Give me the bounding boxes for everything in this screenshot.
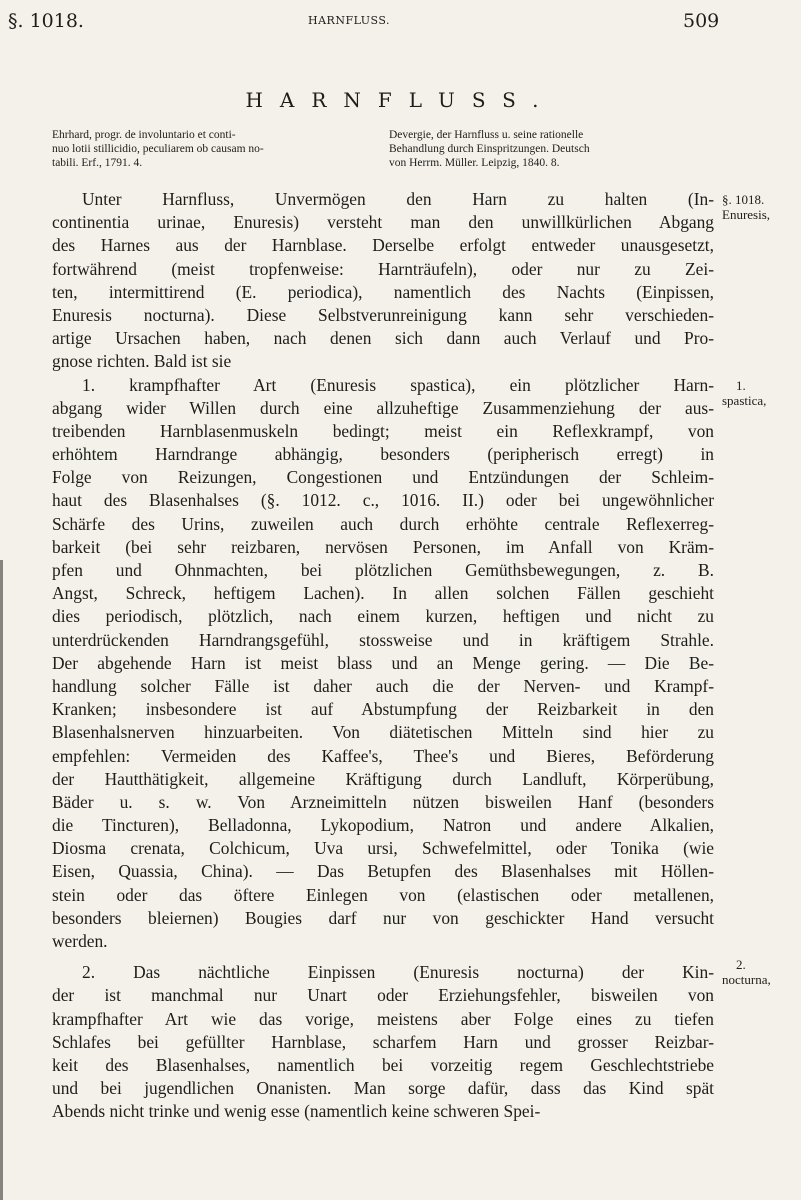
- body-line: des Harnes aus der Harnblase. Derselbe erfolgt entweder unausgesetzt,: [52, 235, 714, 256]
- body-line: pfen und Ohnmachten, bei plötzlichen Gemüthsbewegungen, z. B.: [52, 560, 714, 580]
- body-line: Schlafes bei gefüllter Harnblase, scharfem Harn und grosser Reizbar-: [52, 1031, 714, 1052]
- running-header: [8, 10, 801, 46]
- literature-line: Behandlung durch Einspritzungen. Deutsch: [389, 143, 590, 155]
- body-line: stein oder das öftere Einlegen von (elastischen oder metallenen,: [52, 884, 714, 905]
- literature-line: von Herrm. Müller. Leipzig, 1840. 8.: [389, 157, 560, 169]
- body-line: 1. krampfhafter Art (Enuresis spastica), ein plötzlicher Harn-: [82, 374, 714, 395]
- literature-line: Devergie, der Harnfluss u. seine rationelle: [389, 129, 584, 141]
- body-line: unterdrückenden Harndrangsgefühl, stossweise und in kräftigem Strahle.: [52, 629, 714, 650]
- body-line: artige Ursachen haben, nach denen sich dann auch Verlauf und Pro-: [52, 328, 714, 349]
- body-line: Kranken; insbesondere ist auf Abstumpfung der Reizbarkeit in den: [52, 699, 714, 720]
- body-line: Folge von Reizungen, Congestionen und Entzündungen der Schleim-: [52, 467, 714, 488]
- body-line: Abends nicht trinke und wenig esse (namentlich keine schweren Spei-: [52, 1101, 541, 1122]
- body-line: ten, intermittirend (E. periodica), namentlich des Nachts (Einpissen,: [52, 281, 714, 302]
- body-line: Blasenhalsnerven hinzuarbeiten. Von diätetischen Mitteln sind hier zu: [52, 722, 714, 743]
- body-line: Unter Harnfluss, Unvermögen den Harn zu halten (In-: [82, 189, 714, 209]
- body-line: der ist manchmal nur Unart oder Erziehungsfehler, bisweilen von: [52, 985, 714, 1006]
- body-line: werden.: [52, 931, 108, 951]
- header-section-number: §. 1018.: [8, 10, 84, 32]
- body-line: besonders bleiernen) Bougies darf nur von geschickter Hand versucht: [52, 907, 714, 928]
- body-line: haut des Blasenhalses (§. 1012. c., 1016. II.) oder bei ungewöhnlicher: [52, 490, 714, 511]
- body-line: der Hautthätigkeit, allgemeine Kräftigung durch Landluft, Körperübung,: [52, 768, 714, 789]
- body-line: Enuresis nocturna). Diese Selbstverunreinigung kann sehr verschieden-: [52, 304, 714, 325]
- body-line: fortwährend (meist tropfenweise: Harnträufeln), oder nur zu Zei-: [52, 258, 714, 279]
- margin-line: 2.: [736, 957, 746, 972]
- margin-line: §. 1018.: [722, 192, 765, 207]
- margin-line: Enuresis,: [722, 207, 771, 222]
- literature-reference-right: [389, 128, 719, 170]
- margin-note-enuresis: [722, 192, 770, 222]
- chapter-title: HARNFLUSS.: [245, 88, 556, 112]
- margin-note-spastica: [722, 378, 766, 408]
- literature-line: nuo lotii stillicidio, peculiarem ob causam no-: [52, 143, 264, 155]
- body-line: Schärfe des Urins, zuweilen auch durch erhöhte centrale Reflexerreg-: [52, 513, 714, 534]
- margin-line: spastica,: [722, 393, 767, 408]
- body-line: keit des Blasenhalses, namentlich bei vorzeitig regem Geschlechtstriebe: [52, 1054, 714, 1075]
- body-line: Angst, Schreck, heftigem Lachen). In allen solchen Fällen geschieht: [52, 583, 714, 604]
- body-line: Eisen, Quassia, China). — Das Betupfen des Blasenhalses mit Höllen-: [52, 861, 714, 882]
- body-line: continentia urinae, Enuresis) versteht man den unwillkürlichen Abgang: [52, 212, 714, 233]
- body-line: gnose richten. Bald ist sie: [52, 351, 232, 372]
- literature-line: Ehrhard, progr. de involuntario et conti-: [52, 129, 236, 141]
- body-line: 2. Das nächtliche Einpissen (Enuresis nocturna) der Kin-: [82, 962, 714, 983]
- body-line: treibenden Harnblasenmuskeln bedingt; meist ein Reflexkrampf, von: [52, 420, 714, 441]
- margin-line: 1.: [736, 378, 746, 393]
- literature-reference-left: [52, 128, 342, 170]
- literature-line: tabili. Erf., 1791. 4.: [52, 157, 143, 169]
- body-line: barkeit (bei sehr reizbaren, nervösen Personen, im Anfall von Kräm-: [52, 536, 714, 557]
- body-line: Diosma crenata, Colchicum, Uva ursi, Schwefelmittel, oder Tonika (wie: [52, 838, 714, 859]
- body-line: erhöhtem Harndrange abhängig, besonders (peripherisch erregt) in: [52, 444, 714, 465]
- body-line: dies periodisch, plötzlich, nach einem kurzen, heftigen und nicht zu: [52, 606, 714, 627]
- header-running-title: HARNFLUSS.: [308, 14, 391, 27]
- header-page-number: 509: [683, 10, 720, 32]
- page-edge-shadow: [0, 560, 3, 1200]
- body-line: abgang wider Willen durch eine allzuheftige Zusammenziehung der aus-: [52, 397, 714, 418]
- body-text: [52, 188, 714, 1124]
- margin-line: nocturna,: [722, 972, 771, 987]
- body-line: handlung solcher Fälle ist daher auch die der Nerven- und Krampf-: [52, 675, 714, 696]
- body-line: und bei jugendlichen Onanisten. Man sorge dafür, dass das Kind spät: [52, 1078, 714, 1099]
- body-line: die Tincturen), Belladonna, Lykopodium, Natron und andere Alkalien,: [52, 815, 714, 836]
- body-line: Bäder u. s. w. Von Arzneimitteln nützen bisweilen Hanf (besonders: [52, 791, 714, 812]
- margin-note-nocturna: [722, 957, 771, 987]
- paragraph-gap: [52, 953, 714, 961]
- body-line: krampfhafter Art wie das vorige, meistens aber Folge eines zu tiefen: [52, 1008, 714, 1029]
- body-line: empfehlen: Vermeiden des Kaffee's, Thee's und Bieres, Beförderung: [52, 745, 714, 766]
- body-line: Der abgehende Harn ist meist blass und an Menge gering. — Die Be-: [52, 652, 714, 673]
